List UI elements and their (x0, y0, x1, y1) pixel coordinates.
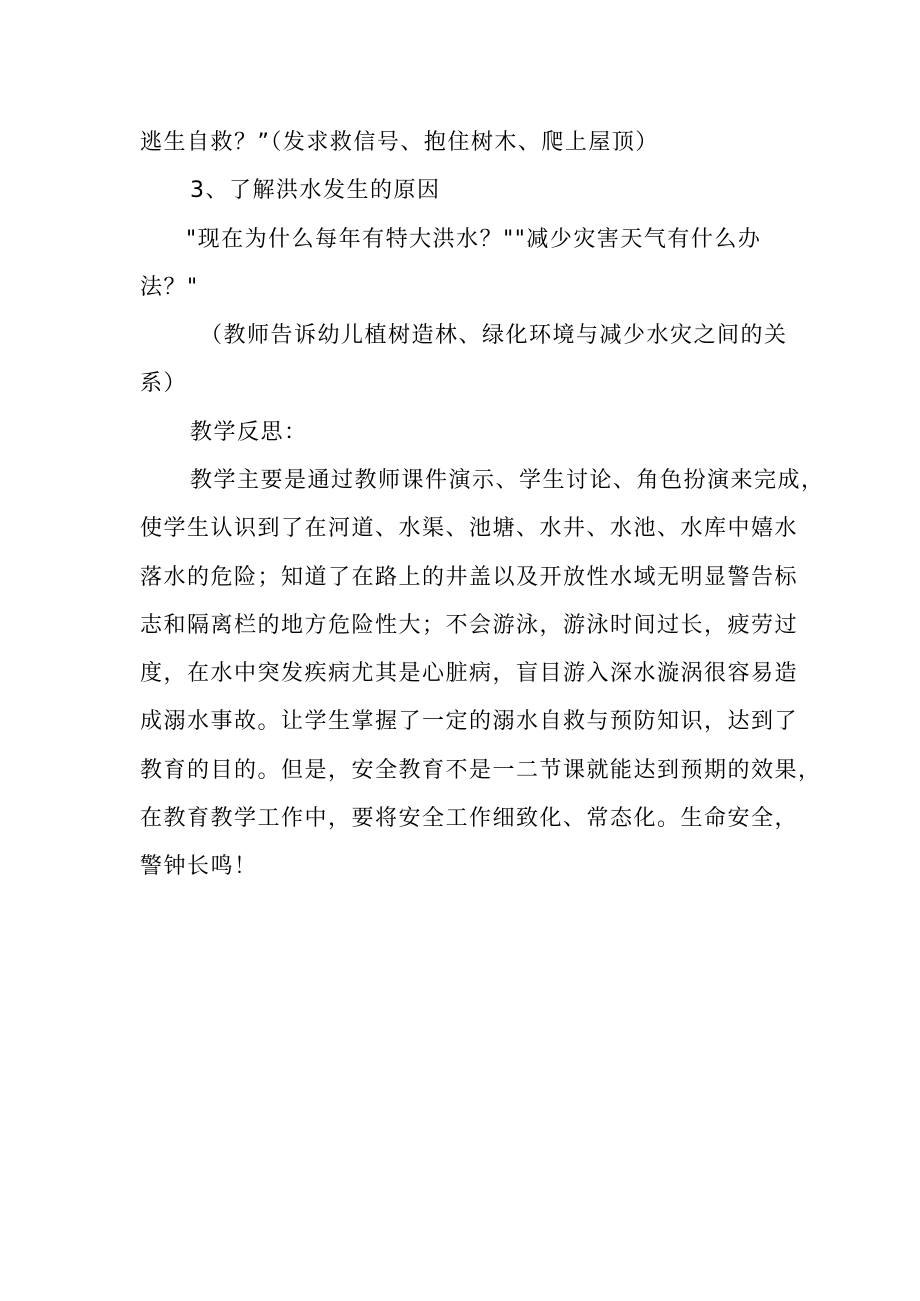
text-line-14: 教育的目的。但是，安全教育不是一二节课就能达到预期的效果， (140, 758, 822, 783)
text-line-16: 警钟长鸣！ (140, 854, 258, 879)
text-line-9: 使学生认识到了在河道、水渠、池塘、水井、水池、水库中嬉水 (140, 516, 799, 541)
text-line-15: 在教育教学工作中，要将安全工作细致化、常态化。生命安全， (140, 806, 799, 831)
text-line-10: 落水的危险；知道了在路上的井盖以及开放性水域无明显警告标 (140, 565, 799, 590)
text-line-4: 法？" (140, 275, 199, 300)
section-heading: 教学反思： (190, 420, 308, 445)
text-line-1: 逃生自救？”（发求救信号、抱住树木、爬上屋顶） (140, 130, 659, 155)
text-line-2: 3、了解洪水发生的原因 (190, 178, 441, 203)
text-line-13: 成溺水事故。让学生掌握了一定的溺水自救与预防知识，达到了 (140, 709, 799, 734)
text-line-5: （教师告诉幼儿植树造林、绿化环境与减少水灾之间的关 (200, 323, 788, 348)
text-line-8: 教学主要是通过教师课件演示、学生讨论、角色扮演来完成， (190, 468, 825, 493)
text-line-12: 度，在水中突发疾病尤其是心脏病，盲目游入深水漩涡很容易造 (140, 661, 799, 686)
text-line-3: "现在为什么每年有特大洪水？""减少灾害天气有什么办 (186, 227, 762, 252)
text-line-6: 系） (140, 371, 188, 396)
text-line-11: 志和隔离栏的地方危险性大；不会游泳，游泳时间过长，疲劳过 (140, 613, 799, 638)
